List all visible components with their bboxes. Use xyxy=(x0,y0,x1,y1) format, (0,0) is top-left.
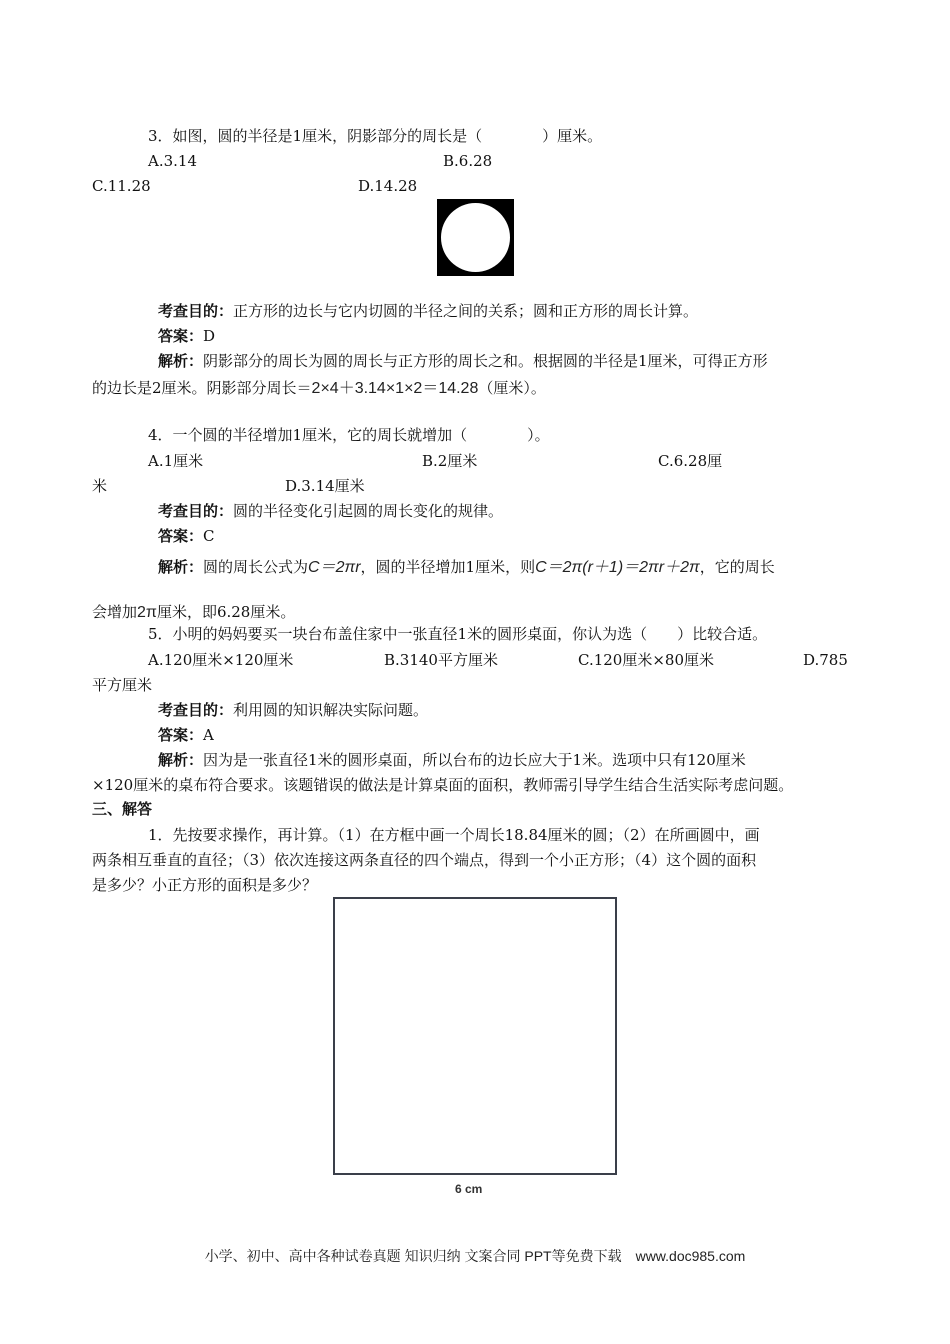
q4-stem: 4．一个圆的半径增加1厘米，它的周长就增加（ ）。 xyxy=(148,426,550,444)
q3-figure xyxy=(437,199,514,276)
inscribed-circle xyxy=(441,203,510,272)
q3-purpose-label: 考查目的： xyxy=(158,302,234,320)
q5-analysis-line2: ×120厘米的桌布符合要求。该题错误的做法是计算桌面的面积，教师需引导学生结合生活实际考虑问题。 xyxy=(92,776,794,794)
q4-analysis-text-e: 厘米，即6.28厘米。 xyxy=(156,603,296,621)
q5-answer-text: A xyxy=(203,726,214,744)
q5-stem: 5．小明的妈妈要买一块台布盖住家中一张直径1米的圆形桌面，你认为选（ ）比较合适。 xyxy=(148,625,768,643)
q4-option-b: B.2厘米 xyxy=(422,452,478,470)
q3-answer xyxy=(158,326,215,346)
q3-analysis-text2b: （厘米）。 xyxy=(478,379,546,397)
q4-purpose-text: 圆的半径变化引起圆的周长变化的规律。 xyxy=(233,502,504,520)
q5-purpose-text: 利用圆的知识解决实际问题。 xyxy=(233,701,429,719)
q3-analysis-label: 解析： xyxy=(158,352,204,370)
s3-q1-line2: 两条相互垂直的直径；（3）依次连接这两条直径的四个端点，得到一个小正方形；（4）这个圆的面积 xyxy=(92,851,757,869)
q4-option-c: C.6.28厘 xyxy=(658,452,723,470)
drawing-box[interactable] xyxy=(333,897,617,1175)
q4-purpose xyxy=(158,501,503,521)
q4-formula-3: 2π xyxy=(137,604,157,621)
s3-q1-line3: 是多少？小正方形的面积是多少？ xyxy=(92,876,318,894)
section-title: 三、解答 xyxy=(92,801,153,818)
q3-answer-label: 答案： xyxy=(158,327,204,345)
q4-analysis-text-c: ，它的周长 xyxy=(699,558,775,576)
page-footer: 小学、初中、高中各种试卷真题 知识归纳 文案合同 PPT等免费下载 www.doc985.com xyxy=(204,1248,746,1264)
q5-answer xyxy=(158,725,214,745)
q4-purpose-label: 考查目的： xyxy=(158,502,234,520)
q5-option-b: B.3140平方厘米 xyxy=(384,651,498,669)
q3-analysis-line1 xyxy=(158,351,768,371)
q4-formula-2: C＝2π(r＋1)＝2πr＋2π xyxy=(535,559,700,576)
q4-option-d: D.3.14厘米 xyxy=(285,477,365,495)
q5-option-d-wrap: 平方厘米 xyxy=(92,676,153,694)
box-dimension-label: 6 cm xyxy=(455,1182,483,1196)
q4-formula-1: C＝2πr xyxy=(308,559,361,576)
q3-option-c: C.11.28 xyxy=(92,177,151,195)
q5-answer-label: 答案： xyxy=(158,726,204,744)
q4-analysis-line2 xyxy=(92,602,295,623)
q4-analysis-label: 解析： xyxy=(158,558,204,576)
s3-q1-line1: 1．先按要求操作，再计算。（1）在方框中画一个周长18.84厘米的圆；（2）在所画圆中，画 xyxy=(148,826,760,844)
q5-analysis-label: 解析： xyxy=(158,751,204,769)
q5-option-c: C.120厘米×80厘米 xyxy=(578,651,714,669)
q5-analysis-line1 xyxy=(158,750,746,770)
q3-stem: 3．如图，圆的半径是1厘米，阴影部分的周长是（ ）厘米。 xyxy=(148,127,603,145)
q4-answer-text: C xyxy=(203,527,215,545)
q4-analysis-line1 xyxy=(158,557,775,578)
q4-answer xyxy=(158,526,215,546)
q3-purpose-text: 正方形的边长与它内切圆的半径之间的关系；圆和正方形的周长计算。 xyxy=(233,302,699,320)
q5-purpose xyxy=(158,700,428,720)
q3-option-a: A.3.14 xyxy=(148,152,197,170)
q3-purpose xyxy=(158,301,698,321)
q4-option-c-wrap: 米 xyxy=(92,477,108,495)
q4-analysis-text-a: 圆的周长公式为 xyxy=(203,558,309,576)
q4-option-a: A.1厘米 xyxy=(148,452,204,470)
q3-analysis-text1: 阴影部分的周长为圆的周长与正方形的周长之和。根据圆的半径是1厘米，可得正方形 xyxy=(203,352,768,370)
q3-answer-text: D xyxy=(203,327,216,345)
q3-option-d: D.14.28 xyxy=(358,177,418,195)
q3-analysis-text2a: 的边长是2厘米。阴影部分周长＝ xyxy=(92,379,312,397)
q4-analysis-text-d: 会增加 xyxy=(92,603,138,621)
q3-option-b: B.6.28 xyxy=(443,152,493,170)
q5-option-a: A.120厘米×120厘米 xyxy=(148,651,294,669)
q3-formula: 2×4＋3.14×1×2＝14.28 xyxy=(311,380,479,397)
q4-analysis-text-b: ，圆的半径增加1厘米，则 xyxy=(360,558,536,576)
q3-analysis-line2 xyxy=(92,378,546,399)
q4-answer-label: 答案： xyxy=(158,527,204,545)
q5-option-d: D.785 xyxy=(803,651,848,669)
q5-purpose-label: 考查目的： xyxy=(158,701,234,719)
q5-analysis-text1: 因为是一张直径1米的圆形桌面，所以台布的边长应大于1米。选项中只有120厘米 xyxy=(203,751,746,769)
